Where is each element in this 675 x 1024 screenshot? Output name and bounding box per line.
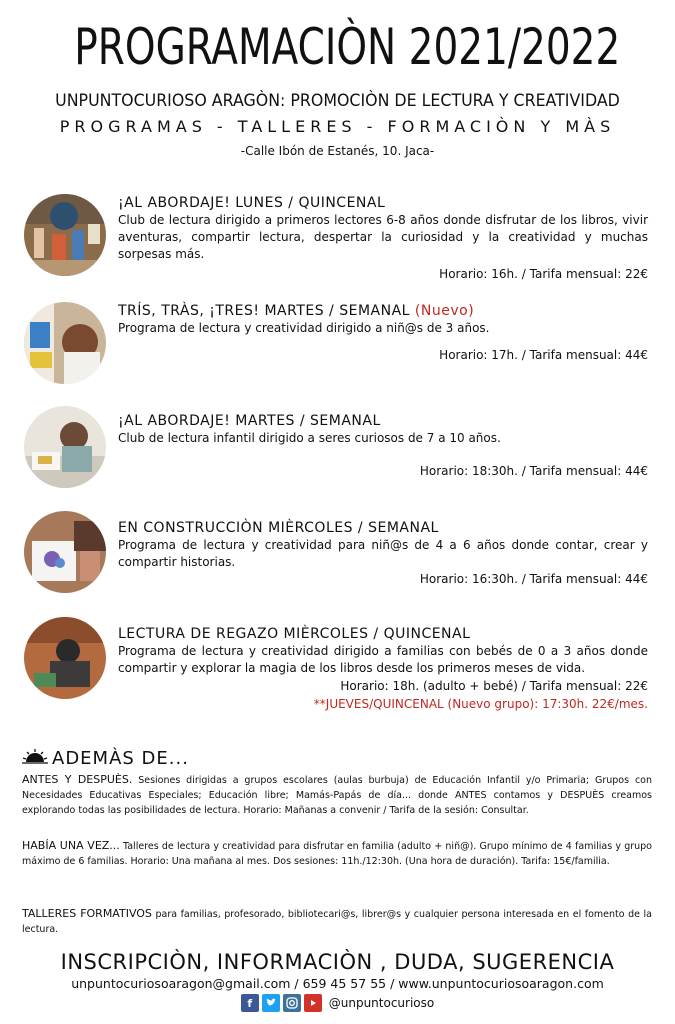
program-description: Programa de lectura y creatividad para niñ@s de 4 a 6 años donde contar, crear y compartir historias.	[118, 538, 648, 569]
ademas-item	[22, 838, 652, 869]
program-schedule: Horario: 16h. / Tarifa mensual: 22€	[439, 267, 648, 281]
program-description: Club de lectura infantil dirigido a seres curiosos de 7 a 10 años.	[118, 431, 501, 445]
social-handle[interactable]: @unpuntocurioso	[328, 996, 435, 1010]
ademas-item-text: Talleres de lectura y creatividad para disfrutar en familia (adulto + niñ@). Grupo mínimo de 4 familias y grupo máximo de 6 familias. Horario: Una mañana al mes. Dos sesiones: 11h./12:30h. (Una hora de duración). Tarifa: 15€/familia.	[22, 841, 652, 867]
program-item	[22, 302, 652, 402]
program-item	[22, 194, 652, 294]
ademas-heading	[22, 748, 189, 769]
program-photo	[24, 511, 106, 593]
program-heading: LECTURA DE REGAZO MIÈRCOLES / QUINCENAL	[118, 626, 471, 642]
ademas-item-lead: ANTES Y DESPUÈS.	[22, 773, 133, 786]
footer-contact[interactable]: unpuntocuriosoaragon@gmail.com / 659 45 57 55 / www.unpuntocuriosoaragon.com	[71, 976, 604, 991]
facebook-icon[interactable]: f	[241, 994, 259, 1012]
program-heading-text: TRÍS, TRÀS, ¡TRES! MARTES / SEMANAL	[118, 303, 410, 319]
ademas-item	[22, 906, 652, 937]
ademas-item-lead: TALLERES FORMATIVOS	[22, 907, 152, 920]
program-photo	[24, 617, 106, 699]
program-schedule: Horario: 18:30h. / Tarifa mensual: 44€	[419, 464, 648, 478]
social-bar	[0, 994, 675, 1012]
new-label: (Nuevo)	[414, 303, 475, 319]
ademas-item	[22, 772, 652, 818]
program-schedule: Horario: 18h. (adulto + bebé) / Tarifa mensual: 22€	[340, 679, 648, 693]
services-line: PROGRAMAS - TALLERES - FORMACIÒN Y MÀS	[59, 117, 616, 136]
ademas-item-lead: HABÍA UNA VEZ...	[22, 839, 120, 852]
address: -Calle Ibón de Estanés, 10. Jaca-	[240, 144, 435, 158]
program-description: Club de lectura dirigido a primeros lectores 6-8 años donde disfrutar de los libros, vivir aventuras, compartir lectura, despertar la curiosidad y la creatividad y muchas sorpesas más.	[118, 213, 648, 261]
program-extra-group: **JUEVES/QUINCENAL (Nuevo grupo): 17:30h. 22€/mes.	[313, 697, 648, 711]
instagram-icon[interactable]	[283, 994, 301, 1012]
program-item	[22, 412, 652, 512]
ademas-item-text: para familias, profesorado, bibliotecari@s, librer@s y cualquier persona interesada en el fomento de la lectura.	[22, 909, 652, 935]
program-schedule: Horario: 16:30h. / Tarifa mensual: 44€	[419, 572, 648, 586]
sun-icon	[22, 748, 48, 769]
subtitle: UNPUNTOCURIOSO ARAGÒN: PROMOCIÒN DE LECTURA Y CREATIVIDAD	[55, 91, 620, 111]
program-heading: EN CONSTRUCCIÒN MIÈRCOLES / SEMANAL	[118, 520, 439, 536]
youtube-icon[interactable]	[304, 994, 322, 1012]
program-heading: ¡AL ABORDAJE! MARTES / SEMANAL	[118, 413, 381, 429]
program-heading: ¡AL ABORDAJE! LUNES / QUINCENAL	[118, 195, 386, 211]
footer-title: INSCRIPCIÒN, INFORMACIÒN , DUDA, SUGERENCIA	[60, 950, 615, 974]
program-item	[22, 519, 652, 619]
program-photo	[24, 406, 106, 488]
page-title: PROGRAMACIÒN 2021/2022	[74, 18, 621, 76]
program-description: Programa de lectura y creatividad dirigido a niñ@s de 3 años.	[118, 321, 490, 335]
program-photo	[24, 194, 106, 276]
program-photo	[24, 302, 106, 384]
program-schedule: Horario: 17h. / Tarifa mensual: 44€	[439, 348, 648, 362]
program-heading	[118, 302, 648, 320]
ademas-title: ADEMÀS DE...	[52, 748, 189, 769]
program-description: Programa de lectura y creatividad dirigido a familias con bebés de 0 a 3 años donde compartir y explorar la magia de los libros desde los primeros meses de vida.	[118, 644, 648, 675]
program-item	[22, 625, 652, 735]
twitter-icon[interactable]	[262, 994, 280, 1012]
ademas-item-text: Sesiones dirigidas a grupos escolares (aulas burbuja) de Educación Infantil y/o Primaria; Grupos con Necesidades Educativas Especiales; Educación libre; Mamás-Papás de día... donde ANTES contamos y DESPUÈS creamos explorando todas las posibilidades de lectura. Horario: Mañanas a convenir / Tarifa de la sesión: Consultar.	[22, 775, 652, 816]
